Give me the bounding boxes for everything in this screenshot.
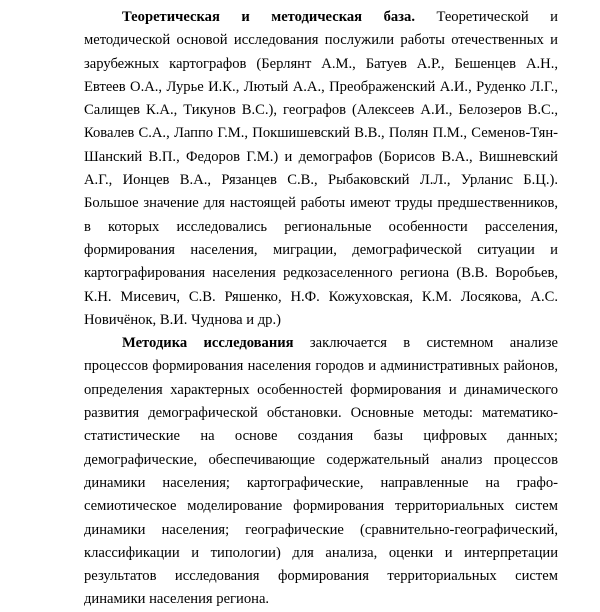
document-page	[84, 6, 558, 612]
paragraph-heading: Теоретическая и методическая база.	[122, 9, 415, 25]
paragraph-body: Теоретической и методической основой исследования послужили работы отечественных и зарубежных картографов (Берлянт А.М., Батуев А.Р., Бешенцев А.Н., Евтеев О.А., Лурье И.К., Лютый А.А., Преображенский А.И., Руденко Л.Г., Салищев К.А., Тикунов В.С.), географов (Алексеев А.И., Белозеров В.С., Ковалев С.А., Лаппо Г.М., Покшишевский В.В., Полян П.М., Семенов-Тян-Шанский В.П., Федоров Г.М.) и демографов (Борисов В.А., Вишневский А.Г., Ионцев В.А., Рязанцев С.В., Рыбаковский Л.Л., Урланис Б.Ц.). Большое значение для настоящей работы имеют труды предшественников, в которых исследовались региональные особенности расселения, формирования населения, миграции, демографической ситуации и картографирования населения редкозаселенного региона (В.В. Воробьев, К.Н. Мисевич, С.В. Ряшенко, Н.Ф. Кожуховская, К.М. Лосякова, А.С. Новичёнок, В.И. Чуднова и др.)	[84, 9, 558, 328]
paragraph-body: заключается в системном анализе процессов формирования населения городов и административных районов, определения характерных особенностей формирования и динамического развития демографической обстановки. Основные методы: математико-статистические на основе создания базы цифровых данных; демографические, обеспечивающие содержательный анализ процессов динамики населения; картографические, направленные на графо-семиотическое моделирование формирования территориальных систем динамики населения; географические (сравнительно-географический, классификации и типологии) для анализа, оценки и интерпретации результатов исследования формирования территориальных систем динамики населения региона.	[84, 335, 558, 608]
paragraph-heading: Методика исследования	[122, 335, 294, 352]
paragraph-theoretical-base	[84, 6, 558, 332]
paragraph-methodology	[84, 332, 558, 612]
